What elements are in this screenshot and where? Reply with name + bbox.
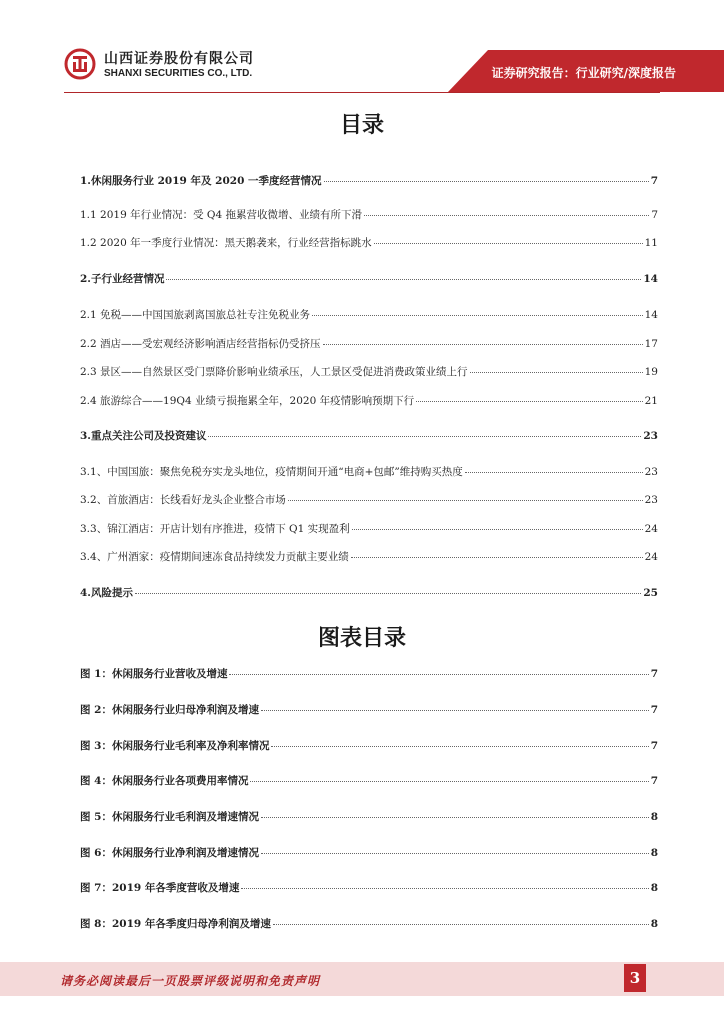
toc-entry-2-2[interactable]: 2.2 酒店——受宏观经济影响酒店经营指标仍受挤压 17	[80, 338, 658, 350]
header-divider	[64, 92, 660, 93]
page-number: 3	[624, 964, 646, 992]
toc-entry-3-4[interactable]: 3.4、广州酒家：疫情期间速冻食品持续发力贡献主要业绩 24	[80, 551, 658, 563]
toc-entry-1-1[interactable]: 1.1 2019 年行业情况：受 Q4 拖累营收微增、业绩有所下滑 7	[80, 209, 658, 221]
toc-entry-2[interactable]: 2.子行业经营情况 14	[80, 273, 658, 285]
company-logo-icon	[64, 48, 96, 80]
figures-toc-title: 图表目录	[317, 626, 406, 651]
figure-entry-5[interactable]: 图 5：休闲服务行业毛利润及增速情况 8	[80, 811, 658, 823]
figure-entry-8[interactable]: 图 8：2019 年各季度归母净利润及增速 8	[80, 918, 658, 930]
figure-entry-1[interactable]: 图 1：休闲服务行业营收及增速 7	[80, 668, 658, 680]
toc-entry-3-2[interactable]: 3.2、首旅酒店：长线看好龙头企业整合市场 23	[80, 494, 658, 506]
figure-entry-4[interactable]: 图 4：休闲服务行业各项费用率情况 7	[80, 775, 658, 787]
company-name-en: SHANXI SECURITIES CO., LTD.	[104, 68, 253, 79]
company-name-cn: 山西证券股份有限公司	[104, 51, 254, 67]
toc-entry-3[interactable]: 3.重点关注公司及投资建议 23	[80, 430, 658, 442]
figure-entry-7[interactable]: 图 7：2019 年各季度营收及增速 8	[80, 882, 658, 894]
figure-entry-2[interactable]: 图 2：休闲服务行业归母净利润及增速 7	[80, 704, 658, 716]
toc-entry-1-2[interactable]: 1.2 2020 年一季度行业情况：黑天鹅袭来，行业经营指标跳水 11	[80, 237, 658, 249]
page-header	[0, 0, 724, 100]
toc-entry-1[interactable]: 1.休闲服务行业 2019 年及 2020 一季度经营情况 7	[80, 175, 658, 187]
toc-entry-4[interactable]: 4.风险提示 25	[80, 587, 658, 599]
toc-entry-3-3[interactable]: 3.3、锦江酒店：开店计划有序推进，疫情下 Q1 实现盈利 24	[80, 523, 658, 535]
toc-entry-2-1[interactable]: 2.1 免税——中国国旅剥离国旅总社专注免税业务 14	[80, 309, 658, 321]
toc-entry-3-1[interactable]: 3.1、中国国旅：聚焦免税夯实龙头地位，疫情期间开通“电商+包邮”维持购买热度 23	[80, 466, 658, 478]
report-type-label: 证券研究报告：行业研究/深度报告	[491, 66, 676, 80]
toc-entry-2-4[interactable]: 2.4 旅游综合——19Q4 业绩亏损拖累全年，2020 年疫情影响预期下行 21	[80, 395, 658, 407]
figure-entry-3[interactable]: 图 3：休闲服务行业毛利率及净利率情况 7	[80, 740, 658, 752]
toc-title: 目录	[339, 113, 384, 138]
footer-disclaimer: 请务必阅读最后一页股票评级说明和免责声明	[60, 974, 321, 988]
figure-entry-6[interactable]: 图 6：休闲服务行业净利润及增速情况 8	[80, 847, 658, 859]
toc-entry-2-3[interactable]: 2.3 景区——自然景区受门票降价影响业绩承压，人工景区受促进消费政策业绩上行 19	[80, 366, 658, 378]
